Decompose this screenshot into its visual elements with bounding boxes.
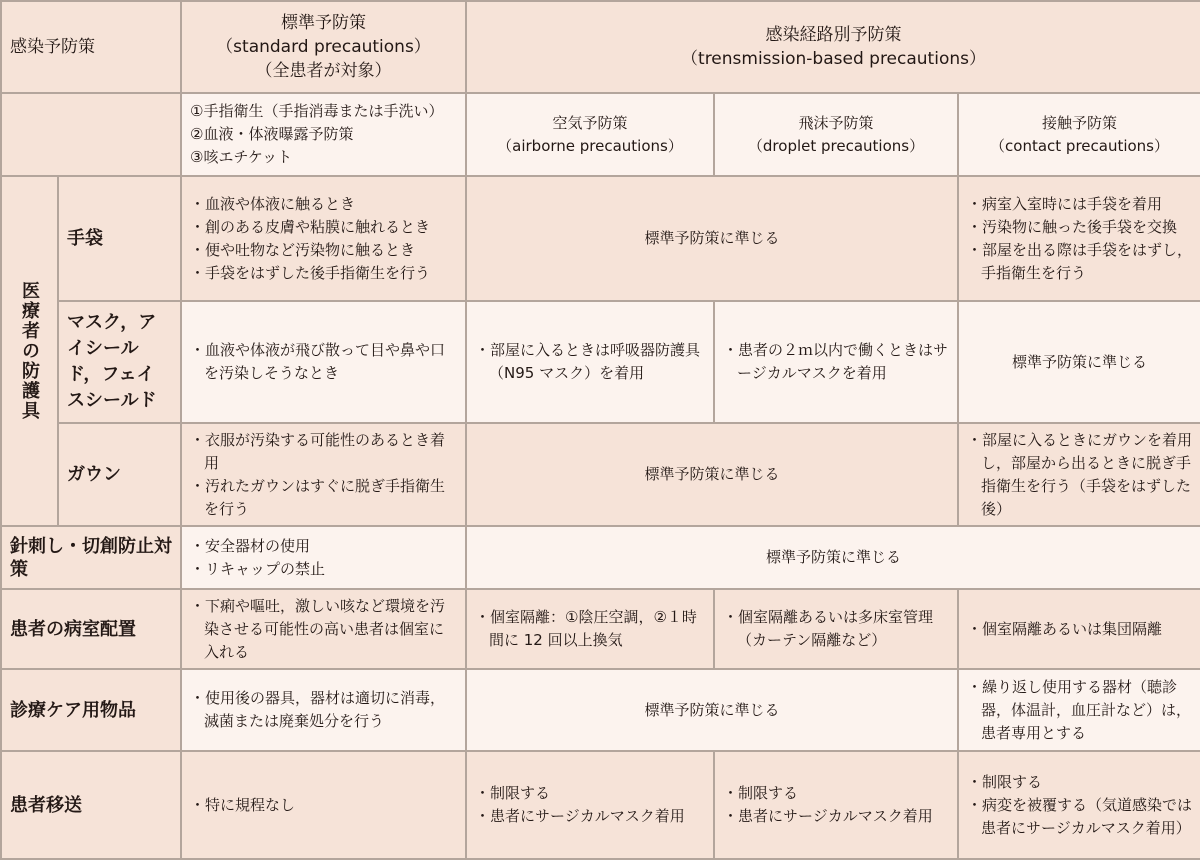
item: ・ 部屋に入るときにガウンを着用し，部屋から出るときに脱ぎ手指衛生を行う（手袋をはずした後） xyxy=(967,429,1192,521)
row-care xyxy=(1,669,1200,751)
same-cell: 標準予防策に準じる xyxy=(466,176,958,301)
item: ・ 患者にサージカルマスク着用 xyxy=(723,805,949,828)
airborne-en: （airborne precautions） xyxy=(497,136,683,155)
contact-header xyxy=(958,93,1200,176)
contact-cell xyxy=(958,589,1200,669)
contact-en: （contact precautions） xyxy=(990,136,1169,155)
row-room xyxy=(1,589,1200,669)
item: ・ 患者の２ｍ以内で働くときはサージカルマスクを着用 xyxy=(723,339,949,385)
droplet-cell xyxy=(714,589,958,669)
item: ・ 衣服が汚染する可能性のあるとき着用 xyxy=(190,429,457,475)
item: ・ 特に規程なし xyxy=(190,794,457,817)
item: ・ 繰り返し使用する器材（聴診器，体温計，血圧計など）は，患者専用とする xyxy=(967,676,1192,745)
item: ・ 血液や体液が飛び散って目や鼻や口を汚染しそうなとき xyxy=(190,339,457,385)
same-cell: 標準予防策に準じる xyxy=(466,423,958,526)
item: ・ 制限する xyxy=(967,771,1192,794)
standard-cell xyxy=(181,589,466,669)
item: ・ 下痢や嘔吐，激しい咳など環境を汚染させる可能性の高い患者は個室に入れる xyxy=(190,595,457,664)
standard-cell xyxy=(181,526,466,589)
droplet-en: （droplet precautions） xyxy=(747,136,925,155)
standard-header xyxy=(181,1,466,93)
transmission-header xyxy=(466,1,1200,93)
item: ・ 汚れたガウンはすぐに脱ぎ手指衛生を行う xyxy=(190,475,457,521)
row-needle xyxy=(1,526,1200,589)
transmission-title: 感染経路別予防策 xyxy=(765,25,902,45)
row-label: マスク，アイシールド，フェイスシールド xyxy=(58,301,181,423)
airborne-header xyxy=(466,93,714,176)
contact-cell xyxy=(958,176,1200,301)
airborne-cell xyxy=(466,301,714,423)
standard-cell xyxy=(181,751,466,859)
standard-cell xyxy=(181,423,466,526)
item: ・ 制限する xyxy=(475,782,705,805)
item: ・ 病室入室時には手袋を着用 xyxy=(967,193,1192,216)
same-cell: 標準予防策に準じる xyxy=(958,301,1200,423)
standard-cell xyxy=(181,176,466,301)
item: ・ 個室隔離：①陰圧空調，②１時間に 12 回以上換気 xyxy=(475,606,705,652)
item: ・ 便や吐物など汚染物に触るとき xyxy=(190,239,457,262)
row-gloves xyxy=(1,176,1200,301)
droplet-cell xyxy=(714,301,958,423)
item: ③咳エチケット xyxy=(190,148,293,166)
row-label: ガウン xyxy=(58,423,181,526)
item: ・ 病変を被覆する（気道感染では患者にサージカルマスク着用） xyxy=(967,794,1192,840)
col-label: 感染予防策 xyxy=(1,1,181,93)
droplet-title: 飛沫予防策 xyxy=(798,113,874,132)
airborne-cell xyxy=(466,589,714,669)
row-label: 診療ケア用物品 xyxy=(1,669,181,751)
item: ・ 部屋を出る際は手袋をはずし，手指衛生を行う xyxy=(967,239,1192,285)
empty-cell xyxy=(1,93,181,176)
header-row xyxy=(1,1,1200,93)
item: ・ 制限する xyxy=(723,782,949,805)
contact-cell xyxy=(958,751,1200,859)
droplet-cell xyxy=(714,751,958,859)
item: ・ 部屋に入るときは呼吸器防護具（N95 マスク）を着用 xyxy=(475,339,705,385)
droplet-header xyxy=(714,93,958,176)
standard-items xyxy=(181,93,466,176)
subheader-row xyxy=(1,93,1200,176)
row-label: 手袋 xyxy=(58,176,181,301)
item: ・ 個室隔離あるいは集団隔離 xyxy=(967,618,1192,641)
contact-cell xyxy=(958,423,1200,526)
standard-cell xyxy=(181,669,466,751)
airborne-title: 空気予防策 xyxy=(552,113,628,132)
item: ・ 創のある皮膚や粘膜に触れるとき xyxy=(190,216,457,239)
item: ・ 血液や体液に触るとき xyxy=(190,193,457,216)
item: ・ 安全器材の使用 xyxy=(190,535,457,558)
standard-scope: （全患者が対象） xyxy=(255,61,392,81)
standard-title: 標準予防策 xyxy=(281,13,366,33)
contact-cell xyxy=(958,669,1200,751)
row-transport xyxy=(1,751,1200,859)
item: ・ リキャップの禁止 xyxy=(190,558,457,581)
same-cell: 標準予防策に準じる xyxy=(466,669,958,751)
item: ①手指衛生（手指消毒または手洗い） xyxy=(190,102,444,120)
transmission-en: （trensmission-based precautions） xyxy=(681,49,986,69)
standard-en: （standard precautions） xyxy=(216,37,431,57)
same-cell: 標準予防策に準じる xyxy=(466,526,1200,589)
row-label: 針刺し・切創防止対策 xyxy=(1,526,181,589)
item: ②血液・体液曝露予防策 xyxy=(190,125,354,143)
item: ・ 使用後の器具，器材は適切に消毒，滅菌または廃棄処分を行う xyxy=(190,687,457,733)
item: ・ 個室隔離あるいは多床室管理（カーテン隔離など） xyxy=(723,606,949,652)
standard-cell xyxy=(181,301,466,423)
airborne-cell xyxy=(466,751,714,859)
row-label: 患者移送 xyxy=(1,751,181,859)
row-gown xyxy=(1,423,1200,526)
contact-title: 接触予防策 xyxy=(1042,113,1118,132)
item: ・ 患者にサージカルマスク着用 xyxy=(475,805,705,828)
item: ・ 手袋をはずした後手指衛生を行う xyxy=(190,262,457,285)
group-label xyxy=(1,176,58,526)
item: ・ 汚染物に触った後手袋を交換 xyxy=(967,216,1192,239)
row-label: 患者の病室配置 xyxy=(1,589,181,669)
group-label-text: 医療者の防護具 xyxy=(19,281,40,421)
row-mask xyxy=(1,301,1200,423)
